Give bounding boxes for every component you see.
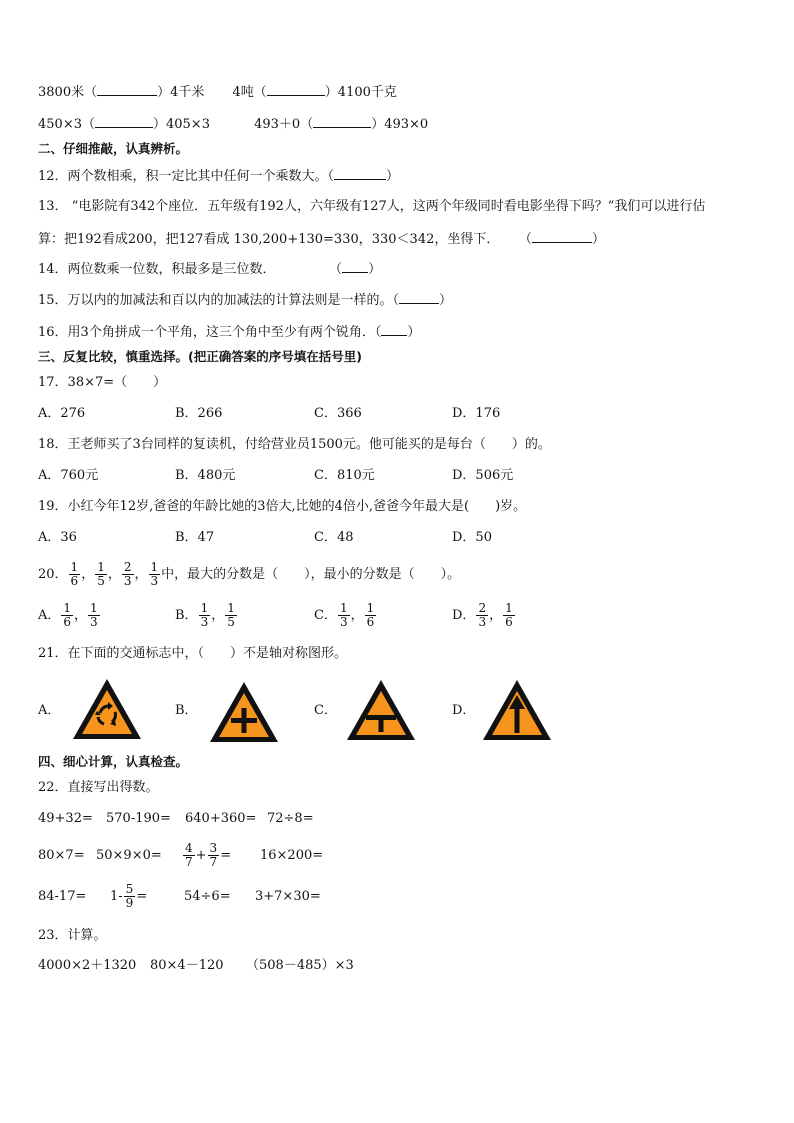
fraction: $\frac{1}{3}$ — [90, 601, 98, 629]
crossroad-sign-icon[interactable] — [207, 679, 281, 745]
question-18: 18．王老师买了3台同样的复读机，付给营业员1500元。他可能买的是每台（ ）的。 — [38, 437, 551, 452]
calc-item: 84-17= — [38, 889, 87, 904]
q20-option-a[interactable]: A． $\frac{1}{6}$ ， $\frac{1}{3}$ — [38, 601, 98, 629]
answer-blank[interactable] — [97, 83, 157, 96]
fraction: $\frac{2}{3}$ — [123, 560, 132, 588]
compare-2a: 450×3（ ）405×3 — [38, 117, 210, 132]
fraction: $\frac{1}{6}$ — [70, 560, 79, 588]
question-17: 17．38×7=（ ） — [38, 375, 167, 390]
calc-item-fraction-diff: 1- $\frac{5}{9}$ = — [110, 882, 148, 910]
q20-option-d[interactable]: D． $\frac{2}{3}$ ， $\frac{1}{6}$ — [452, 601, 513, 629]
calc-item: 3+7×30= — [255, 889, 321, 904]
calc-item: 49+32= — [38, 811, 93, 826]
fraction: $\frac{4}{7}$ — [185, 841, 193, 869]
calc-item: 4000×2＋1320 — [38, 958, 137, 973]
answer-blank[interactable] — [95, 115, 153, 128]
q18-option-c[interactable]: C．810元 — [314, 468, 375, 483]
calc-item: 50×9×0= — [96, 848, 162, 863]
calc-item-fraction-sum: $\frac{4}{7}$ + $\frac{3}{7}$ = — [185, 841, 232, 869]
fraction: $\frac{2}{3}$ — [478, 601, 487, 629]
roundabout-sign-icon[interactable] — [70, 676, 144, 742]
fraction: $\frac{1}{6}$ — [366, 601, 375, 629]
answer-blank[interactable] — [267, 83, 325, 96]
answer-blank[interactable] — [532, 230, 592, 243]
compare-2b: 493＋0（ ）493×0 — [254, 117, 429, 132]
question-23: 23．计算。 — [38, 928, 107, 943]
q17-option-a[interactable]: A．276 — [38, 406, 86, 421]
question-21: 21．在下面的交通标志中，（ ）不是轴对称图形。 — [38, 646, 348, 661]
question-15: 15．万以内的加减法和百以内的加减法的计算法则是一样的。（ ） — [38, 293, 453, 308]
question-13-line-1: 13． “电影院有342个座位．五年级有192人，六年级有127人，这两个年级同时看电影坐得下吗？”我们可以进行估 — [38, 199, 706, 214]
answer-blank[interactable] — [399, 291, 439, 304]
q21-option-c-label[interactable]: C． — [314, 703, 337, 718]
section-3-title: 三、反复比较，慎重选择。(把正确答案的序号填在括号里) — [38, 349, 362, 364]
question-20: 20． $\frac{1}{6}$ ， $\frac{1}{5}$ ， $\frac{2}{3}$ ， $\frac{1}{3}$ 中，最大的分数是（ ），最小的分数是（ ）。 — [38, 560, 461, 588]
fraction: $\frac{1}{6}$ — [63, 601, 72, 629]
q17-option-d[interactable]: D．176 — [452, 406, 501, 421]
q19-option-a[interactable]: A．36 — [38, 530, 77, 545]
compare-row-1 — [38, 83, 397, 101]
q17-option-b[interactable]: B．266 — [175, 406, 223, 421]
calc-item: （508－485）×3 — [246, 958, 354, 973]
q18-option-a[interactable]: A．760元 — [38, 468, 99, 483]
fraction: $\frac{1}{6}$ — [505, 601, 513, 629]
straight-ahead-sign-icon[interactable] — [480, 677, 554, 743]
question-12: 12．两个数相乘，积一定比其中任何一个乘数大。（ ） — [38, 169, 400, 184]
calc-item: 80×4－120 — [150, 958, 224, 973]
q18-option-d[interactable]: D．506元 — [452, 468, 514, 483]
answer-blank[interactable] — [342, 260, 368, 273]
q19-option-c[interactable]: C．48 — [314, 530, 354, 545]
calc-item: 16×200= — [260, 848, 324, 863]
calc-item: 640+360= — [185, 811, 257, 826]
q17-option-c[interactable]: C．366 — [314, 406, 362, 421]
fraction: $\frac{1}{3}$ — [150, 560, 159, 588]
q20-option-b[interactable]: B． $\frac{1}{3}$ ， $\frac{1}{5}$ — [175, 601, 235, 629]
question-22: 22．直接写出得数。 — [38, 780, 159, 795]
question-16: 16．用3个角拼成一个平角，这三个角中至少有两个锐角．（ ） — [38, 325, 421, 340]
compare-row-2 — [38, 115, 428, 133]
q18-option-b[interactable]: B．480元 — [175, 468, 236, 483]
calc-item: 72÷8= — [267, 811, 314, 826]
question-13-line-2: 算：把192看成200，把127看成 130,200+130=330，330＜342，坐得下． （ ） — [38, 232, 605, 247]
q21-option-d-label[interactable]: D． — [452, 703, 476, 718]
compare-1a: 3800米（ ）4千米 — [38, 85, 205, 100]
answer-blank[interactable] — [381, 323, 407, 336]
q19-option-b[interactable]: B．47 — [175, 530, 215, 545]
fraction: $\frac{1}{3}$ — [200, 601, 209, 629]
section-2-title: 二、仔细推敲，认真辨析。 — [38, 141, 189, 156]
fraction: $\frac{1}{5}$ — [227, 601, 235, 629]
fraction: $\frac{1}{5}$ — [97, 560, 105, 588]
q20-option-c[interactable]: C． $\frac{1}{3}$ ， $\frac{1}{6}$ — [314, 601, 375, 629]
answer-blank[interactable] — [334, 167, 386, 180]
fraction: $\frac{1}{3}$ — [339, 601, 348, 629]
compare-1b: 4吨（ ）4100千克 — [232, 85, 397, 100]
q21-option-a-label[interactable]: A． — [38, 703, 61, 718]
calc-item: 80×7= — [38, 848, 85, 863]
calc-item: 570-190= — [106, 811, 171, 826]
fraction: $\frac{3}{7}$ — [209, 841, 218, 869]
calc-item: 54÷6= — [184, 889, 231, 904]
section-4-title: 四、细心计算，认真检查。 — [38, 754, 189, 769]
question-19: 19．小红今年12岁,爸爸的年龄比她的3倍大,比她的4倍小,爸爸今年最大是( )岁。 — [38, 499, 527, 514]
q19-option-d[interactable]: D．50 — [452, 530, 492, 545]
q21-option-b-label[interactable]: B． — [175, 703, 198, 718]
t-junction-sign-icon[interactable] — [344, 677, 418, 743]
question-14: 14．两位数乘一位数，积最多是三位数． （ ） — [38, 262, 382, 277]
answer-blank[interactable] — [313, 115, 371, 128]
fraction: $\frac{5}{9}$ — [125, 882, 134, 910]
